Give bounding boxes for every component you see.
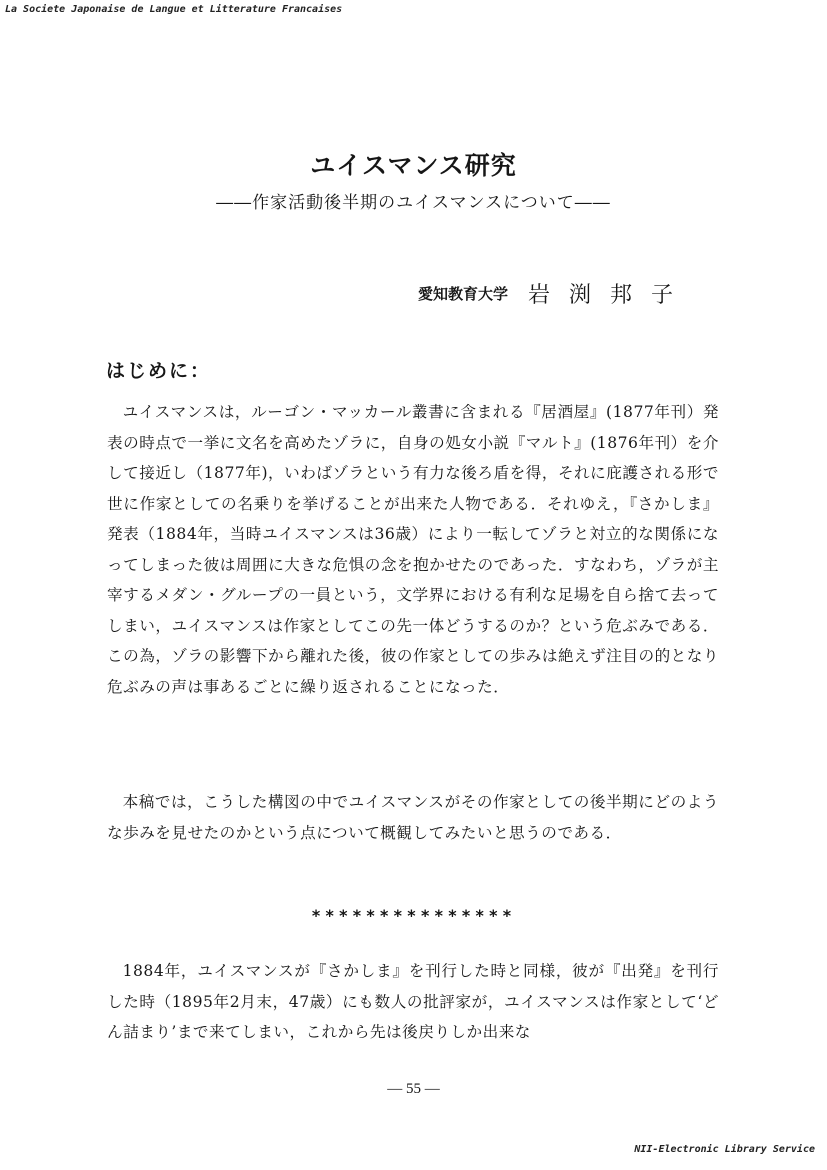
section-separator: ***************	[311, 906, 516, 925]
article-title: ユイスマンス研究	[310, 151, 517, 180]
paragraph-text: 1884年，ユイスマンスが『さかしま』を刊行した時と同様，彼が『出発』を刊行した時（1895年2月末，47歳）にも数人の批評家が，ユイスマンスは作家として‘どん詰まり’まで来てしまい，これから先は後戻りしか出来な	[107, 962, 719, 1041]
section-heading: はじめに：	[106, 360, 212, 382]
body-paragraph-2	[107, 787, 719, 848]
paragraph-text: 本稿では，こうした構図の中でユイスマンスがその作家としての後半期にどのような歩みを見せたのかという点について概観してみたいと思うのである．	[107, 793, 719, 842]
paragraph-text: ユイスマンスは，ルーゴン・マッカール叢書に含まれる『居酒屋』(1877年刊）発表の時点で一挙に文名を高めたゾラに，自身の処女小説『マルト』(1876年刊）を介して接近し（1877年)，いわばゾラという有力な後ろ盾を得，それに庇護される形で世に作家としての名乗りを挙げることが出来た人物である．それゆえ，『さかしま』発表（1884年，当時ユイスマンスは36歳）により一転してゾラと対立的な関係になってしまった彼は周囲に大きな危惧の念を抱かせたのであった．すなわち，ゾラが主宰するメダン・グループの一員という，文学界における有利な足場を自ら捨て去ってしまい，ユイスマンスは作家としてこの先一体どうするのか？という危ぶみである．この為，ゾラの影響下から離れた後，彼の作家としての歩みは絶えず注目の的となり危ぶみの声は事あるごとに繰り返されることになった．	[107, 403, 719, 696]
library-credit: NII-Electronic Library Service	[634, 1144, 815, 1155]
author-name: 岩渕邦子	[528, 283, 693, 308]
page-number: — 55 —	[387, 1081, 440, 1097]
body-paragraph-3	[107, 956, 719, 1048]
body-paragraph-1	[107, 397, 719, 702]
journal-credit: La Societe Japonaise de Langue et Litterature Francaises	[5, 4, 343, 15]
article-subtitle: ――作家活動後半期のユイスマンスについて――	[216, 193, 611, 213]
author-affiliation: 愛知教育大学	[418, 285, 509, 303]
